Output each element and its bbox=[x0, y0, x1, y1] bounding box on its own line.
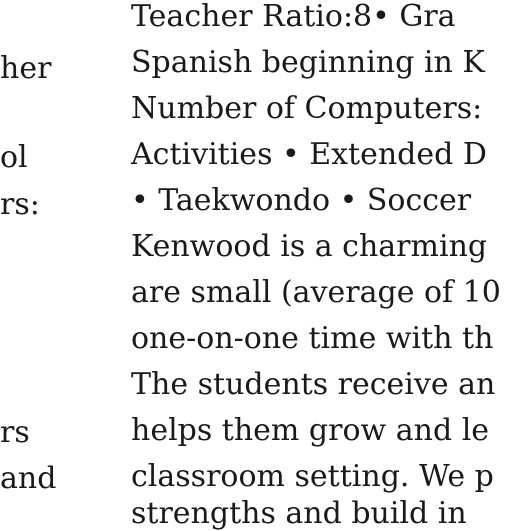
text-line-1: Teacher Ratio:8• Gra bbox=[131, 0, 456, 34]
text-line-7: are small (average of 10 bbox=[131, 275, 501, 310]
text-line-3: Number of Computers: bbox=[131, 91, 483, 126]
text-line-2: Spanish beginning in K bbox=[131, 45, 485, 80]
left-fragment-1: her bbox=[0, 51, 52, 86]
text-line-12: strengths and build in bbox=[131, 496, 467, 531]
left-fragment-2: ol bbox=[0, 140, 28, 175]
left-fragment-5: and bbox=[0, 461, 57, 496]
left-fragment-3: rs: bbox=[0, 187, 40, 222]
text-line-11: classroom setting. We p bbox=[131, 459, 494, 494]
text-line-9: The students receive an bbox=[131, 367, 496, 402]
text-line-6: Kenwood is a charming bbox=[131, 229, 488, 264]
left-fragment-4: rs bbox=[0, 415, 30, 450]
text-line-4: Activities • Extended D bbox=[131, 137, 487, 172]
text-line-10: helps them grow and le bbox=[131, 413, 490, 448]
text-line-5: • Taekwondo • Soccer bbox=[131, 183, 472, 218]
text-line-8: one-on-one time with th bbox=[131, 321, 494, 356]
